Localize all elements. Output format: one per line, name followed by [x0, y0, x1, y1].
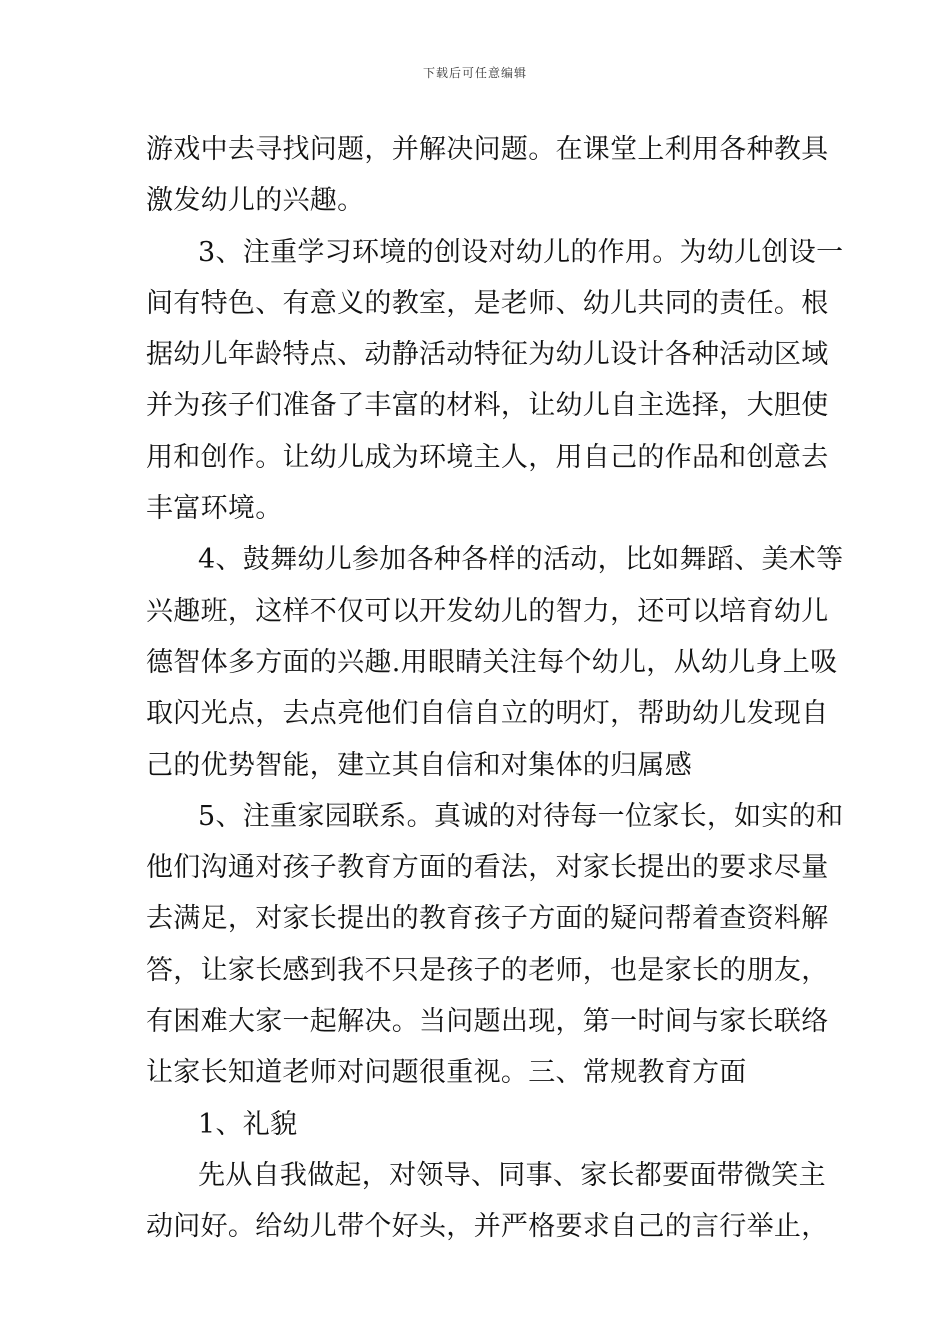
text-line: 激发幼儿的兴趣。 — [146, 185, 365, 217]
text-line: 动问好。给幼儿带个好头，并严格要求自己的言行举止， — [146, 1211, 829, 1243]
text-line: 有困难大家一起解决。当问题出现，第一时间与家长联络 — [146, 1006, 829, 1038]
text-line: 兴趣班，这样不仅可以开发幼儿的智力，还可以培育幼儿 — [146, 595, 829, 627]
page-header: 下载后可任意编辑 — [422, 66, 527, 80]
text-line: 让家长知道老师对问题很重视。三、常规教育方面 — [146, 1057, 747, 1089]
paragraph-start-line: 4、鼓舞幼儿参加各种各样的活动，比如舞蹈、美术等 — [198, 544, 844, 576]
text-line: 德智体多方面的兴趣.用眼睛关注每个幼儿，从幼儿身上吸 — [146, 646, 838, 678]
text-line: 他们沟通对孩子教育方面的看法，对家长提出的要求尽量 — [146, 852, 829, 884]
text-line: 用和创作。让幼儿成为环境主人，用自己的作品和创意去 — [146, 441, 829, 473]
text-line: 取闪光点，去点亮他们自信自立的明灯，帮助幼儿发现自 — [146, 698, 829, 730]
text-line: 间有特色、有意义的教室，是老师、幼儿共同的责任。根 — [146, 287, 829, 319]
body-text — [146, 124, 844, 1253]
text-line: 答，让家长感到我不只是孩子的老师，也是家长的朋友， — [146, 954, 829, 986]
paragraph-start-line: 3、注重学习环境的创设对幼儿的作用。为幼儿创设一 — [198, 236, 844, 268]
paragraph-start-line: 5、注重家园联系。真诚的对待每一位家长，如实的和 — [198, 800, 844, 832]
text-line: 丰富环境。 — [146, 493, 283, 525]
text-line: 据幼儿年龄特点、动静活动特征为幼儿设计各种活动区域 — [146, 339, 829, 371]
text-line: 去满足，对家长提出的教育孩子方面的疑问帮着查资料解 — [146, 903, 829, 935]
text-line: 己的优势智能，建立其自信和对集体的归属感 — [146, 749, 692, 781]
paragraph-start-line: 先从自我做起，对领导、同事、家长都要面带微笑主 — [198, 1159, 826, 1191]
section-heading-line: 1、礼貌 — [198, 1108, 298, 1140]
text-line: 并为孩子们准备了丰富的材料，让幼儿自主选择，大胆使 — [146, 390, 829, 422]
text-line: 游戏中去寻找问题，并解决问题。在课堂上利用各种教具 — [146, 134, 829, 165]
